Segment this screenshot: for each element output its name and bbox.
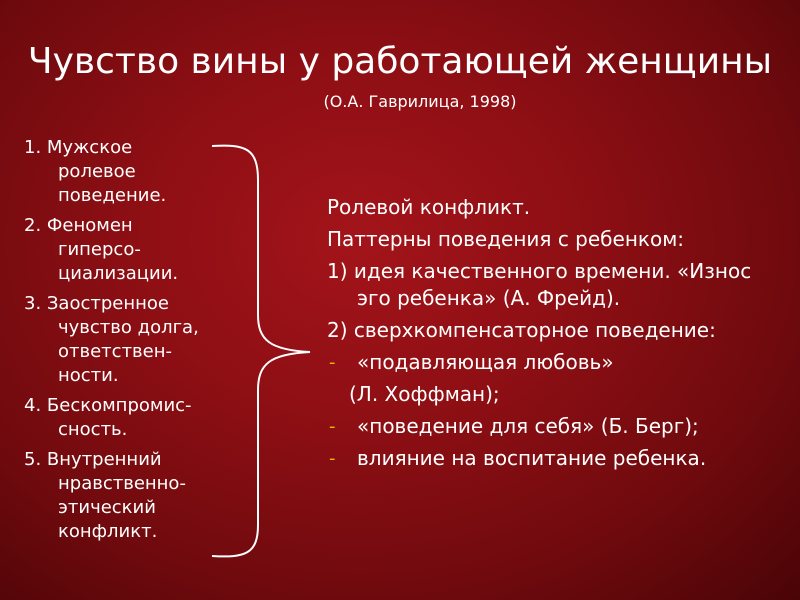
factor-item-1: 1. Мужское ролевое поведение. [24,137,167,206]
dash-marker: - [329,448,336,469]
factor-item-3: 3. Заостренное чувство долга, ответствен- ности. [24,293,199,386]
dash-item-1 [327,349,787,376]
slide-title: Чувство вины у работающей женщины [27,41,773,82]
curly-brace [200,140,320,560]
dash-item-2-text: «поведение для себя» (Б. Берг); [357,414,699,438]
dash-item-1-continuation: (Л. Хоффман); [349,382,500,406]
quality-time-item: 1) идея качественного времени. «Износ эго ребенка» (А. Фрейд). [327,259,752,310]
dash-item-2 [327,413,787,440]
slide-subtitle: (О.А. Гаврилица, 1998) [323,92,517,111]
role-conflict-line: Ролевой конфликт. [327,195,531,219]
factor-item-4: 4. Бескомпромис- сность. [24,395,192,440]
patterns-heading: Паттерны поведения с ребенком: [327,227,685,251]
dash-marker: - [329,416,336,437]
dash-item-3-text: влияние на воспитание ребенка. [357,446,707,470]
factor-item-2: 2. Феномен гиперсо- циализации. [24,215,179,284]
overcompensation-heading: 2) сверхкомпенсаторное поведение: [327,318,716,342]
dash-marker: - [329,352,336,373]
conclusions-block [327,194,787,477]
dash-item-3 [327,445,787,472]
dash-item-1-text: «подавляющая любовь» [357,350,614,374]
factor-item-5: 5. Внутренний нравственно- этический конфликт. [24,449,186,542]
